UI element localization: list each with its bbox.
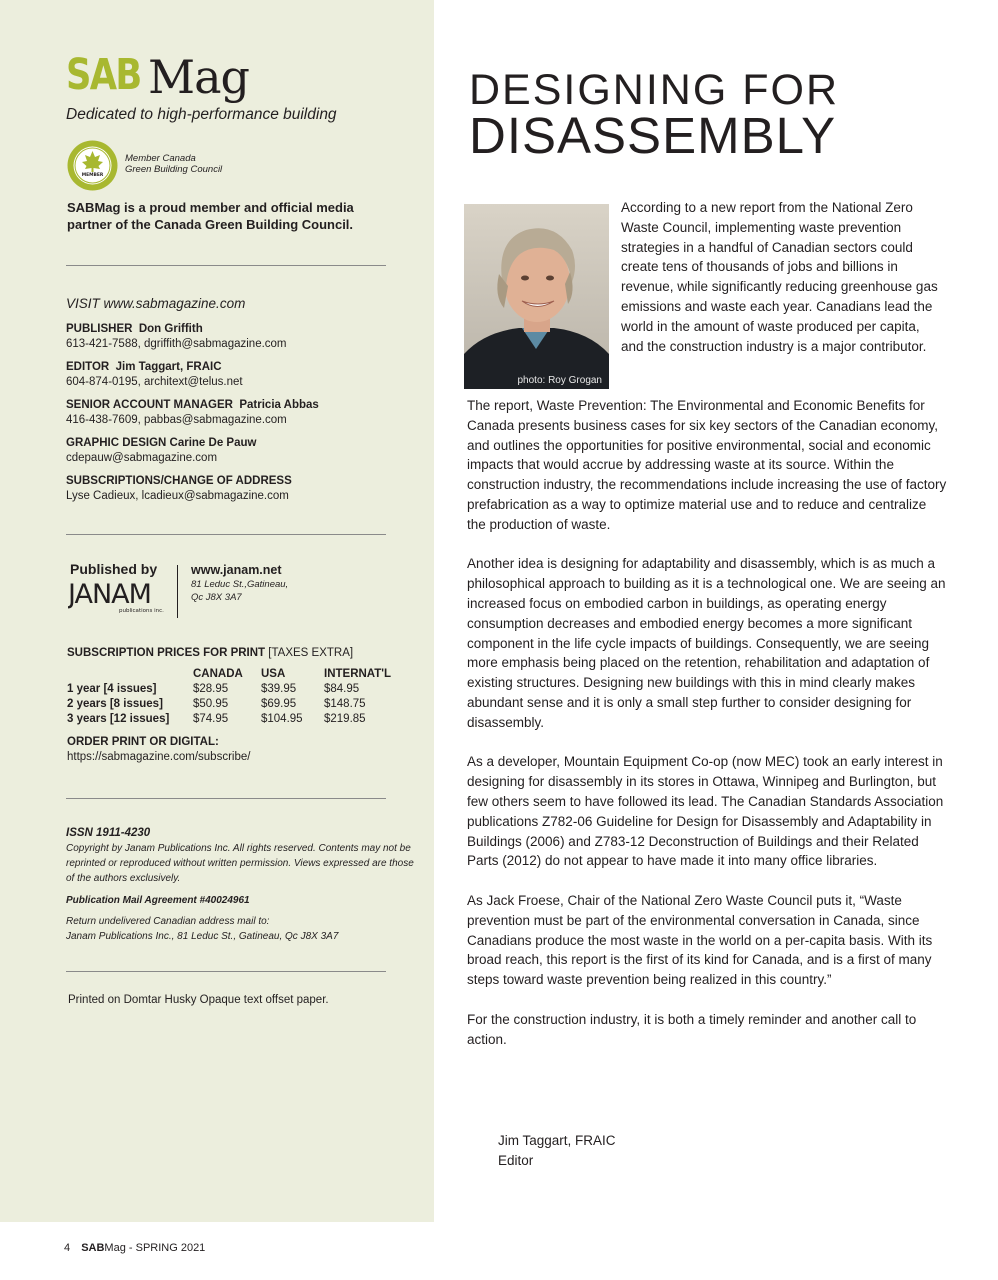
- table-cell: $219.85: [324, 712, 366, 725]
- visit-website: VISIT www.sabmagazine.com: [66, 296, 246, 311]
- photo-credit: photo: Roy Grogan: [517, 375, 602, 386]
- signature-name: Jim Taggart, FRAIC: [498, 1133, 616, 1148]
- author-photo: [464, 204, 609, 389]
- article-paragraph: As a developer, Mountain Equipment Co-op (now MEC) took an early interest in designing for disassembly in its stores in Ottawa, Winnipeg and Burlington, but few others seem to have followed its lead. The Canadian Standards Association publications Z782-06 Guideline for Design for Disassembly and Adaptability in Buildings (2006) and Z783-12 Deconstruction of Buildings and their Related Parts (2012) do not appear to have made it into many office libraries.: [467, 754, 944, 869]
- divider: [66, 265, 386, 266]
- masthead-entry-account-manager: [66, 398, 396, 428]
- masthead-name: Don Griffith: [138, 323, 203, 335]
- table-cell: $148.75: [324, 697, 366, 710]
- table-cell: 3 years [12 issues]: [67, 712, 170, 725]
- publisher-address-line2: Qc J8X 3A7: [191, 591, 242, 603]
- table-cell: $69.95: [261, 697, 297, 710]
- tagline: Dedicated to high-performance building: [66, 106, 337, 123]
- order-label: ORDER PRINT OR DIGITAL:: [67, 736, 219, 748]
- article-paragraph: As Jack Froese, Chair of the National Zero Waste Council puts it, “Waste prevention must be part of the environmental conversation in Canada, since Canadians produce the most waste in the world on a per-capita basis. With its broad reach, this report is the first of its kind for Canada, and is a first of many steps toward waste prevention being realized in this country.”: [467, 892, 933, 988]
- masthead-role: EDITOR: [66, 361, 110, 373]
- masthead-entry-subscriptions: [66, 474, 396, 504]
- subscription-title-text: SUBSCRIPTION PRICES FOR PRINT: [67, 647, 266, 659]
- subscription-title-note: [TAXES EXTRA]: [268, 647, 354, 659]
- table-cell: $104.95: [261, 712, 303, 725]
- member-line2: Green Building Council: [125, 164, 223, 175]
- partner-statement: SABMag is a proud member and official media partner of the Canada Green Building Council.: [67, 200, 354, 232]
- table-header: CANADA: [193, 667, 243, 680]
- masthead-role: PUBLISHER: [66, 323, 133, 335]
- logo-sab: SAB: [66, 50, 141, 100]
- table-cell: 2 years [8 issues]: [67, 697, 163, 710]
- divider: [66, 798, 386, 799]
- janam-brand: JANAM: [68, 579, 151, 610]
- subscription-title: [67, 647, 353, 659]
- masthead-sidebar: [0, 0, 434, 1222]
- table-cell: $28.95: [193, 682, 229, 695]
- table-row: [67, 696, 391, 711]
- return-address: Janam Publications Inc., 81 Leduc St., Gatineau, Qc J8X 3A7: [66, 931, 339, 942]
- table-header-row: [67, 666, 391, 681]
- article-paragraph: The report, Waste Prevention: The Environmental and Economic Benefits for Canada presents business cases for six key sectors of the Canadian economy, and outlines the opportunities for positive environmental, social and economic impacts that would accrue by addressing waste at its source. Within the construction industry, the recommendations include increasing the use of factory prefabrication as a way to optimize material use and to reduce and centralize the production of waste.: [467, 398, 947, 532]
- janam-publications-logo: [68, 577, 164, 615]
- return-label: Return undelivered Canadian address mail to:: [66, 916, 270, 927]
- masthead-name: Patricia Abbas: [239, 399, 319, 411]
- table-header: [67, 666, 193, 681]
- table-header: USA: [261, 667, 286, 680]
- table-cell: 1 year [4 issues]: [67, 682, 157, 695]
- published-by-label: Published by: [70, 561, 158, 577]
- seal-member-word: MEMBER: [81, 173, 104, 178]
- table-row: [67, 681, 391, 696]
- masthead-name: Carine De Pauw: [169, 437, 257, 449]
- janam-brand-sub: publications inc.: [119, 608, 164, 614]
- order-url: https://sabmagazine.com/subscribe/: [67, 751, 251, 763]
- divider: [66, 971, 386, 972]
- table-header: INTERNAT'L: [324, 667, 392, 680]
- issn: ISSN 1911-4230: [66, 827, 151, 839]
- page-footer: [64, 1242, 205, 1254]
- cagbc-member-seal-icon: [67, 140, 118, 191]
- member-line1: Member Canada: [125, 153, 196, 164]
- publisher-address-line1: 81 Leduc St.,Gatineau,: [191, 579, 289, 590]
- masthead-contact: 613-421-7588, dgriffith@sabmagazine.com: [66, 338, 287, 350]
- article-title-line1: DESIGNING FOR: [469, 66, 840, 114]
- article-intro: According to a new report from the National Zero Waste Council, implementing waste prevention strategies in a handful of Canadian sectors could create tens of thousands of jobs and billions in revenue, while significantly reducing greenhouse gas emissions and waste each year. Canadians lead the world in the amount of waste produced per capita, and the construction industry is a major contributor.: [621, 200, 938, 354]
- masthead-entry-publisher: [66, 322, 396, 352]
- copyright-notice: Copyright by Janam Publications Inc. All rights reserved. Contents may not be reprinted or reproduced without written permission. Views expressed are those of the authors exclusively.: [66, 843, 414, 884]
- article-paragraph: For the construction industry, it is both a timely reminder and another call to action.: [467, 1011, 917, 1047]
- footer-brand-rest: Mag: [104, 1242, 126, 1254]
- page-number: 4: [64, 1242, 71, 1254]
- masthead-contact: cdepauw@sabmagazine.com: [66, 452, 218, 464]
- member-caption: [125, 153, 222, 175]
- logo-mag: Mag: [148, 50, 249, 104]
- sabmag-logo: [66, 50, 249, 104]
- table-cell: $39.95: [261, 682, 297, 695]
- footer-issue: - SPRING 2021: [125, 1242, 206, 1254]
- masthead-contact: 604-874-0195, architext@telus.net: [66, 376, 243, 388]
- publisher-address: [191, 579, 288, 604]
- article-title-line2: DISASSEMBLY: [469, 107, 837, 164]
- masthead-entry-editor: [66, 360, 396, 390]
- subscription-price-table: [67, 666, 391, 726]
- footer-brand-bold: SAB: [81, 1242, 105, 1254]
- author-signature: [498, 1131, 616, 1171]
- article-body: [467, 396, 947, 1049]
- masthead-name: Jim Taggart, FRAIC: [115, 361, 222, 373]
- masthead-role: SENIOR ACCOUNT MANAGER: [66, 399, 233, 411]
- table-cell: $50.95: [193, 697, 229, 710]
- portrait-image: [464, 204, 609, 389]
- paper-notice: Printed on Domtar Husky Opaque text offset paper.: [68, 994, 329, 1006]
- publisher-divider: [177, 565, 178, 618]
- table-cell: $84.95: [324, 682, 360, 695]
- mail-agreement: Publication Mail Agreement #40024961: [66, 895, 250, 906]
- masthead-entry-graphic-design: [66, 436, 396, 466]
- article-paragraph: Another idea is designing for adaptability and disassembly, which is as much a philosophical approach to building as it is a technological one. We are seeing an increased focus on embodied carbon in buildings, as operating energy consumption decreases and embodied energy becomes a more significant component in the life cycle impacts of buildings. Consequently, we are seeing more emphasis being placed on the retention, rehabilitation and adaptation of existing structures. Designing new buildings with this in mind clearly makes abundant sense and it is only a small step further to consider designing for disassembly.: [467, 556, 946, 730]
- masthead-role: SUBSCRIPTIONS/CHANGE OF ADDRESS: [66, 475, 292, 487]
- publisher-url: www.janam.net: [191, 563, 282, 577]
- masthead-contact: Lyse Cadieux, lcadieux@sabmagazine.com: [66, 490, 289, 502]
- table-row: [67, 711, 391, 726]
- table-cell: $74.95: [193, 712, 229, 725]
- masthead-role: GRAPHIC DESIGN: [66, 437, 167, 449]
- order-info: [67, 735, 250, 765]
- signature-title: Editor: [498, 1152, 534, 1168]
- masthead-contact: 416-438-7609, pabbas@sabmagazine.com: [66, 414, 287, 426]
- divider: [66, 534, 386, 535]
